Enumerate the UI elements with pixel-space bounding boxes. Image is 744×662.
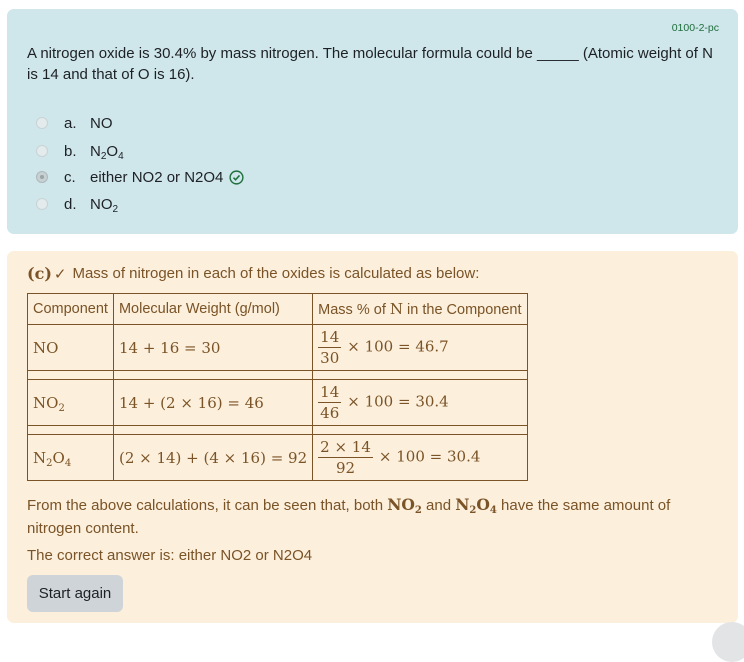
option-label: either NO2 or N2O4 xyxy=(90,168,224,186)
table-row xyxy=(28,325,528,371)
feedback-intro: Mass of nitrogen in each of the oxides is calculated as below: xyxy=(72,265,480,282)
component-cell: NO xyxy=(28,325,114,371)
feedback-card xyxy=(7,251,738,623)
component-cell: $NO_2$ xyxy=(28,380,114,426)
header-component: Component xyxy=(28,294,114,325)
option-label: $NO_2$ xyxy=(90,195,119,215)
option-letter: b. xyxy=(64,142,77,160)
correct-answer: The correct answer is: either NO2 or N2O4 xyxy=(27,547,313,564)
molecular-weight-cell: 14 + 16 = 30 xyxy=(113,325,312,371)
table-row xyxy=(28,380,528,426)
question-card xyxy=(7,9,738,234)
checkmark-icon: ✓ xyxy=(53,264,67,283)
answer-letter: (c) xyxy=(27,264,52,283)
radio-b[interactable] xyxy=(36,145,48,157)
calculation-table xyxy=(27,293,528,481)
radio-c-selected[interactable] xyxy=(36,171,48,183)
header-mass-percent: Mass % of N in the Component xyxy=(313,294,527,325)
feedback-heading xyxy=(27,264,479,283)
table-row xyxy=(28,435,528,481)
radio-d[interactable] xyxy=(36,198,48,210)
molecular-weight-cell: (2 × 14) + (4 × 16) = 92 xyxy=(113,435,312,481)
option-letter: c. xyxy=(64,168,76,186)
option-c[interactable] xyxy=(36,167,244,187)
mass-percent-cell: $\frac{14}{46}$ × 100 = 30.4 xyxy=(313,380,527,426)
start-again-button[interactable]: Start again xyxy=(27,575,123,612)
header-molecular-weight: Molecular Weight (g/mol) xyxy=(113,294,312,325)
question-text: A nitrogen oxide is 30.4% by mass nitrogen. The molecular formula could be _____ (Atomic weight of N is 14 and that of O is 16). xyxy=(27,45,713,83)
option-b[interactable] xyxy=(36,141,124,161)
option-letter: a. xyxy=(64,114,77,132)
molecular-weight-cell: 14 + (2 × 16) = 46 xyxy=(113,380,312,426)
question-number: 0100-2-pc xyxy=(671,22,719,34)
radio-a[interactable] xyxy=(36,117,48,129)
component-cell: $N_2O_4$ xyxy=(28,435,114,481)
option-letter: d. xyxy=(64,195,77,213)
mass-percent-cell: $\frac{14}{30}$ × 100 = 46.7 xyxy=(313,325,527,371)
mass-percent-cell: $\frac{2 \times 14}{92}$ × 100 = 30.4 xyxy=(313,435,527,481)
option-label: NO xyxy=(90,114,113,132)
scroll-button[interactable] xyxy=(712,622,744,662)
fraction: $\frac{14}{46}$ xyxy=(320,383,340,422)
conclusion-text: From the above calculations, it can be seen that, both $NO_2$ and $N_2O_4$ have the same amount of nitrogen content. xyxy=(27,495,671,537)
fraction: $\frac{14}{30}$ xyxy=(320,328,340,367)
option-a[interactable] xyxy=(36,113,113,133)
fraction: $\frac{2 \times 14}{92}$ xyxy=(320,438,371,477)
check-circle-icon xyxy=(229,170,244,185)
option-d[interactable] xyxy=(36,194,118,214)
option-label: $N_2O_4$ xyxy=(90,142,124,162)
